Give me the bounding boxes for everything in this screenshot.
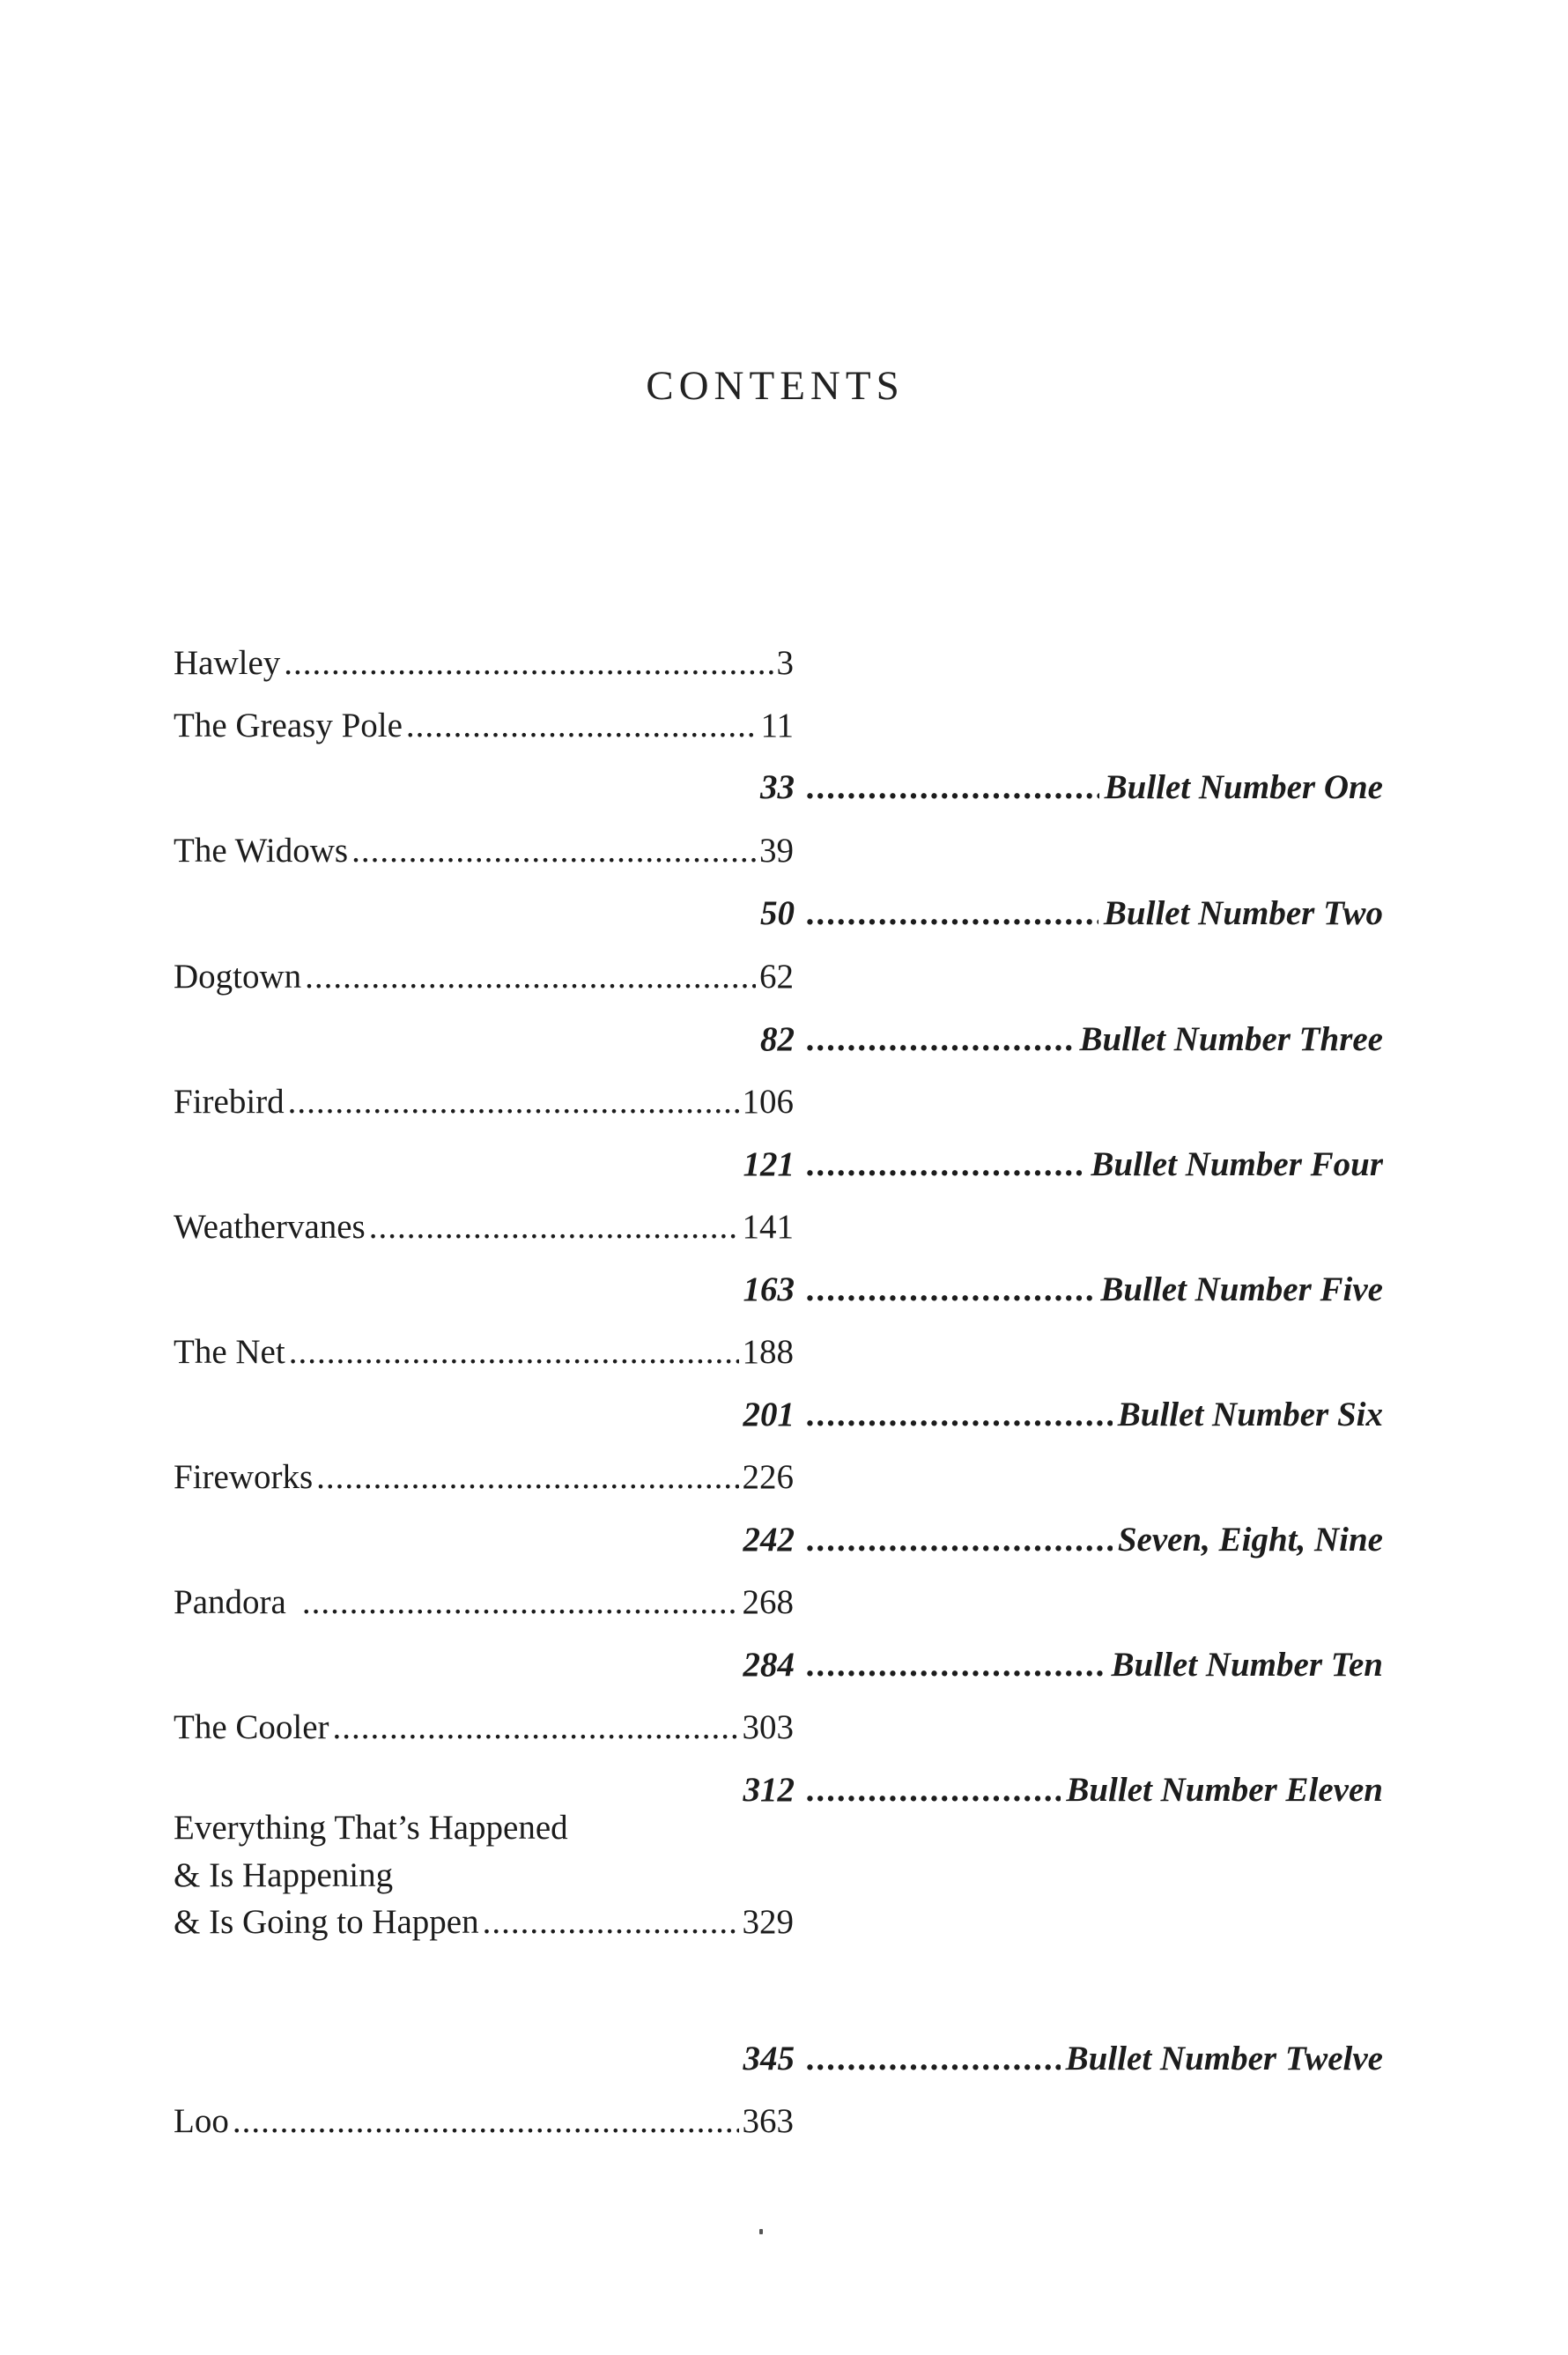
toc-entry-title: Seven, Eight, Nine bbox=[1117, 1521, 1383, 1559]
toc-entry-everything-line-2[interactable]: & Is Happening bbox=[174, 1856, 394, 1894]
toc-entry-bullet-three[interactable] bbox=[724, 1015, 1383, 1064]
toc-entry-title: Bullet Number Eleven bbox=[1066, 1771, 1383, 1809]
toc-entry-the-cooler[interactable] bbox=[174, 1703, 794, 1752]
toc-entry-firebird[interactable] bbox=[174, 1078, 794, 1127]
toc-entry-loo[interactable] bbox=[174, 2097, 794, 2146]
dot-leader bbox=[807, 2034, 1061, 2084]
toc-entry-page: 363 bbox=[742, 2102, 794, 2140]
dot-leader bbox=[284, 639, 773, 688]
toc-entry-page: 3 bbox=[776, 644, 794, 682]
toc-entry-page: 121 bbox=[743, 1145, 795, 1183]
dot-leader bbox=[305, 952, 756, 1002]
toc-entry-dogtown[interactable] bbox=[174, 952, 794, 1002]
dot-leader bbox=[807, 1140, 1085, 1189]
toc-entry-page: 11 bbox=[760, 707, 794, 744]
toc-entry-bullet-eleven[interactable] bbox=[724, 1766, 1383, 1815]
toc-entry-title: Pandora bbox=[174, 1583, 286, 1621]
toc-entry-title: Loo bbox=[174, 2102, 229, 2140]
toc-entry-page: 39 bbox=[759, 832, 794, 870]
toc-entry-bullet-ten[interactable] bbox=[724, 1640, 1383, 1690]
toc-entry-title: The Cooler bbox=[174, 1708, 329, 1746]
toc-entry-bullet-twelve[interactable] bbox=[724, 2034, 1383, 2084]
toc-entry-the-net[interactable] bbox=[174, 1328, 794, 1377]
toc-entry-hawley[interactable] bbox=[174, 639, 794, 688]
toc-entry-page: 33 bbox=[760, 768, 795, 806]
toc-entry-title: Bullet Number Twelve bbox=[1065, 2040, 1383, 2077]
toc-entry-greasy-pole[interactable] bbox=[174, 701, 794, 751]
toc-entry-widows[interactable] bbox=[174, 826, 794, 876]
dot-leader bbox=[288, 1078, 739, 1127]
toc-entry-page: 345 bbox=[743, 2040, 795, 2077]
dot-leader bbox=[316, 1453, 738, 1502]
toc-entry-page: 50 bbox=[760, 894, 795, 932]
toc-entry-title: Bullet Number Two bbox=[1103, 894, 1383, 932]
dot-leader bbox=[807, 1265, 1095, 1315]
toc-entry-page: 163 bbox=[743, 1270, 795, 1308]
toc-entry-weathervanes[interactable] bbox=[174, 1203, 794, 1252]
toc-entry-bullet-four[interactable] bbox=[724, 1140, 1383, 1189]
dot-leader bbox=[807, 1390, 1113, 1440]
toc-entry-page: 141 bbox=[742, 1208, 794, 1246]
dot-leader bbox=[233, 2097, 739, 2146]
dot-leader bbox=[807, 1640, 1106, 1690]
toc-entry-bullet-six[interactable] bbox=[724, 1390, 1383, 1440]
toc-entry-everything[interactable] bbox=[174, 1898, 794, 1947]
dot-leader bbox=[483, 1898, 739, 1947]
toc-entry-page: 82 bbox=[760, 1020, 795, 1058]
toc-entry-bullet-two[interactable] bbox=[724, 889, 1383, 938]
toc-entry-page: 312 bbox=[743, 1771, 795, 1809]
toc-entry-title: Weathervanes bbox=[174, 1208, 366, 1246]
dot-leader bbox=[406, 701, 758, 751]
toc-entry-title: Firebird bbox=[174, 1083, 285, 1121]
toc-entry-title: & Is Going to Happen bbox=[174, 1903, 479, 1941]
toc-entry-title: Bullet Number Six bbox=[1117, 1396, 1383, 1433]
dot-leader bbox=[289, 1328, 739, 1377]
toc-entry-seven-eight-nine[interactable] bbox=[724, 1515, 1383, 1565]
dot-leader bbox=[807, 1515, 1113, 1565]
toc-entry-pandora[interactable] bbox=[174, 1578, 794, 1627]
toc-entry-page: 284 bbox=[743, 1646, 795, 1684]
page-title: CONTENTS bbox=[646, 363, 905, 410]
toc-entry-everything-line-1[interactable]: Everything That’s Happened bbox=[174, 1809, 568, 1847]
toc-entry-title: The Net bbox=[174, 1333, 285, 1371]
toc-entry-title: Bullet Number Five bbox=[1100, 1270, 1383, 1308]
toc-entry-page: 268 bbox=[742, 1583, 794, 1621]
toc-entry-page: 242 bbox=[743, 1521, 795, 1559]
toc-entry-page: 303 bbox=[742, 1708, 794, 1746]
toc-entry-title: Bullet Number Ten bbox=[1111, 1646, 1383, 1684]
toc-entry-page: 62 bbox=[759, 958, 794, 996]
dot-leader bbox=[333, 1703, 739, 1752]
toc-entry-title: The Widows bbox=[174, 832, 349, 870]
dot-leader bbox=[807, 1766, 1061, 1815]
toc-entry-fireworks[interactable] bbox=[174, 1453, 794, 1502]
dot-leader bbox=[369, 1203, 739, 1252]
dot-leader bbox=[302, 1578, 739, 1627]
toc-entry-page: 201 bbox=[743, 1396, 795, 1433]
dot-leader bbox=[807, 763, 1099, 812]
toc-entry-page: 226 bbox=[742, 1458, 794, 1496]
dot-leader bbox=[351, 826, 756, 876]
toc-entry-title: Bullet Number One bbox=[1104, 768, 1383, 806]
toc-entry-title: Bullet Number Four bbox=[1091, 1145, 1383, 1183]
dot-leader bbox=[807, 1015, 1074, 1064]
scan-speck bbox=[759, 2229, 763, 2234]
toc-entry-page: 188 bbox=[742, 1333, 794, 1371]
toc-entry-title: Dogtown bbox=[174, 958, 302, 996]
toc-entry-bullet-five[interactable] bbox=[724, 1265, 1383, 1315]
toc-entry-title: Hawley bbox=[174, 644, 281, 682]
toc-entry-page: 329 bbox=[742, 1903, 794, 1941]
toc-entry-page: 106 bbox=[742, 1083, 794, 1121]
dot-leader bbox=[807, 889, 1098, 938]
toc-entry-title: Bullet Number Three bbox=[1079, 1020, 1383, 1058]
toc-entry-bullet-one[interactable] bbox=[724, 763, 1383, 812]
toc-entry-title: Fireworks bbox=[174, 1458, 314, 1496]
toc-entry-title: The Greasy Pole bbox=[174, 707, 403, 744]
